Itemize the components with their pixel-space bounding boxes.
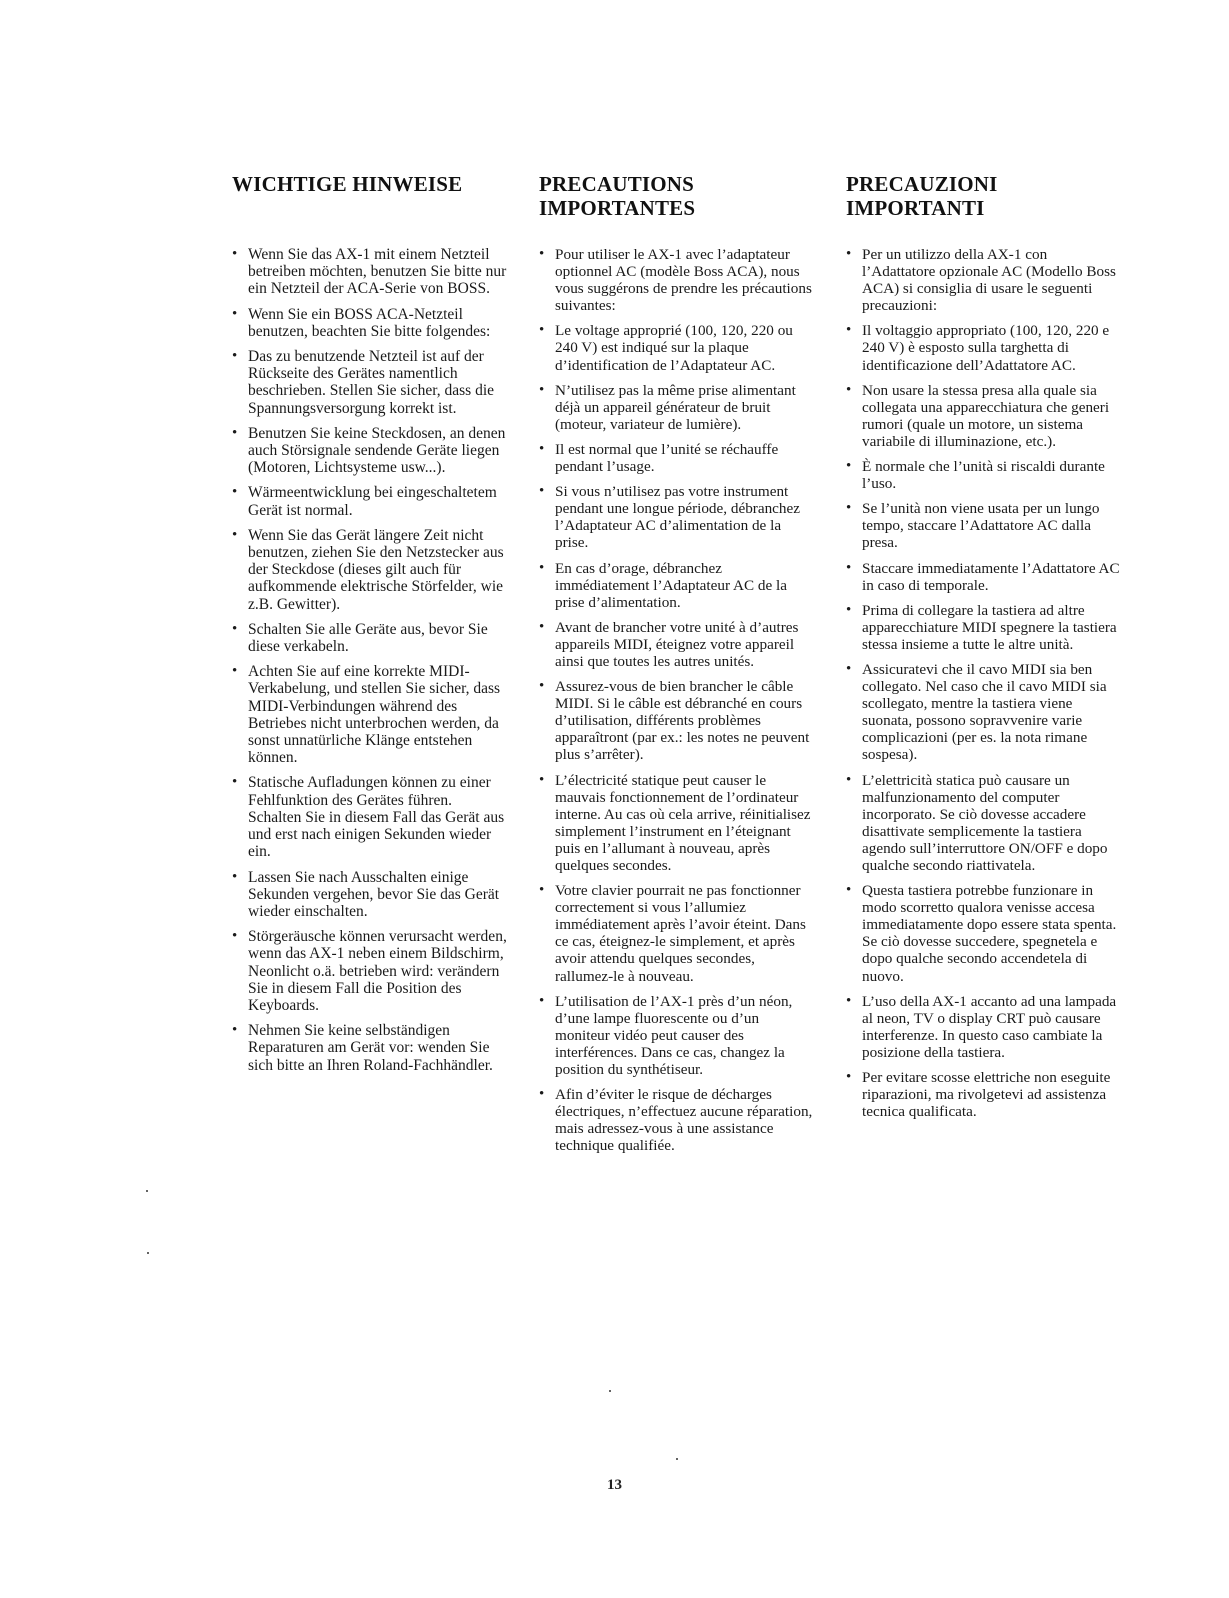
list-item: • Il est normal que l’unité se réchauffe pendant l’usage. (539, 441, 815, 475)
list-item: • Afin d’éviter le risque de décharges électriques, n’effectuez aucune réparation, mais adressez-vous à une assistance technique qualifiée. (539, 1086, 815, 1154)
list-item: • È normale che l’unità si riscaldi durante l’uso. (846, 458, 1122, 492)
list-item: • Das zu benutzende Netzteil ist auf der Rückseite des Gerätes namentlich beschrieben. Stellen Sie sicher, dass die Spannungsversorgung korrekt ist. (232, 348, 508, 417)
list-item: • Lassen Sie nach Ausschalten einige Sekunden vergehen, bevor Sie das Gerät wieder einschalten. (232, 869, 508, 921)
list-item: • Non usare la stessa presa alla quale sia collegata una apparecchiatura che generi rumori (quale un motore, un sistema variabile di illuminazione, etc.). (846, 382, 1122, 450)
title-line: PRECAUTIONS (539, 172, 695, 196)
list-item: • Wenn Sie das Gerät längere Zeit nicht benutzen, ziehen Sie den Netzstecker aus der Steckdose (dieses gilt auch für aufkommende elektrische Störfelder, wie z.B. Gewitter). (232, 527, 508, 613)
list-item: • Wenn Sie ein BOSS ACA-Netzteil benutzen, beachten Sie bitte folgendes: (232, 306, 508, 340)
list-item: • Schalten Sie alle Geräte aus, bevor Sie diese verkabeln. (232, 621, 508, 655)
list-item: • Statische Aufladungen können zu einer Fehlfunktion des Gerätes führen. Schalten Sie in diesem Fall das Gerät aus und erst nach einigen Sekunden wieder ein. (232, 774, 508, 860)
list-item: • Störgeräusche können verursacht werden, wenn das AX-1 neben einem Bildschirm, Neonlicht o.ä. betrieben wird: verändern Sie in diesem Fall die Position des Keyboards. (232, 928, 508, 1014)
precautions-list-german (232, 246, 508, 1074)
column-title-german (232, 172, 508, 220)
title-line: PRECAUZIONI (846, 172, 998, 196)
scan-speck (146, 1190, 148, 1192)
scan-speck (609, 1390, 611, 1392)
scan-speck (676, 1458, 678, 1460)
list-item: • N’utilisez pas la même prise alimentant déjà un appareil générateur de bruit (moteur, variateur de lumière). (539, 382, 815, 433)
list-item: • Staccare immediatamente l’Adattatore AC in caso di temporale. (846, 560, 1122, 594)
column-title-french (539, 172, 815, 220)
list-item: • Se l’unità non viene usata per un lungo tempo, staccare l’Adattatore AC dalla presa. (846, 500, 1122, 551)
column-italian (846, 172, 1122, 1128)
list-item: • Questa tastiera potrebbe funzionare in modo scorretto qualora venisse accesa immediatamente dopo essere stata spenta. Se ciò dovesse succedere, spegnetela e dopo qualche secondo accendetela di nuovo. (846, 882, 1122, 985)
list-item: • Il voltaggio appropriato (100, 120, 220 e 240 V) è esposto sulla targhetta di identificazione dell’Adattatore AC. (846, 322, 1122, 373)
list-item: • Per un utilizzo della AX-1 con l’Adattatore opzionale AC (Modello Boss ACA) si consiglia di usare le seguenti precauzioni: (846, 246, 1122, 314)
column-title-italian (846, 172, 1122, 220)
list-item: • Assurez-vous de bien brancher le câble MIDI. Si le câble est débranché en cours d’utilisation, différents problèmes apparaîtront (par ex.: les notes ne peuvent plus s’arrêter). (539, 678, 815, 763)
scan-speck (147, 1252, 149, 1254)
list-item: • Prima di collegare la tastiera ad altre apparecchiature MIDI spegnere la tastiera stessa insieme a tutte le altre unità. (846, 602, 1122, 653)
list-item: • En cas d’orage, débranchez immédiatement l’Adaptateur AC de la prise d’alimentation. (539, 560, 815, 611)
list-item: • Votre clavier pourrait ne pas fonctionner correctement si vous l’allumiez immédiatement après l’avoir éteint. Dans ce cas, éteignez-le simplement, et après avoir attendu quelques secondes, rallumez-le à nouveau. (539, 882, 815, 985)
list-item: • Wärmeentwicklung bei eingeschaltetem Gerät ist normal. (232, 484, 508, 518)
list-item: • L’utilisation de l’AX-1 près d’un néon, d’une lampe fluorescente ou d’un moniteur vidéo peut causer des interférences. Dans ce cas, changez la position du synthétiseur. (539, 993, 815, 1078)
list-item: • Wenn Sie das AX-1 mit einem Netzteil betreiben möchten, benutzen Sie bitte nur ein Netzteil der ACA-Serie von BOSS. (232, 246, 508, 298)
list-item: • Le voltage approprié (100, 120, 220 ou 240 V) est indiqué sur la plaque d’identification de l’Adaptateur AC. (539, 322, 815, 373)
column-german (232, 172, 508, 1082)
list-item: • L’uso della AX-1 accanto ad una lampada al neon, TV o display CRT può causare interferenze. In questo caso cambiate la posizione della tastiera. (846, 993, 1122, 1061)
precautions-list-french (539, 246, 815, 1155)
list-item: • L’électricité statique peut causer le mauvais fonctionnement de l’ordinateur interne. Au cas où cela arrive, réinitialisez simplement l’instrument en l’éteignant puis en l’allumant à nouveau, après quelques secondes. (539, 772, 815, 875)
list-item: • Si vous n’utilisez pas votre instrument pendant une longue période, débranchez l’Adaptateur AC d’alimentation de la prise. (539, 483, 815, 551)
title-line: IMPORTANTES (539, 196, 696, 220)
title-line: WICHTIGE HINWEISE (232, 172, 463, 196)
page-number: 13 (607, 1477, 622, 1493)
list-item: • Benutzen Sie keine Steckdosen, an denen auch Störsignale sendende Geräte liegen (Motoren, Lichtsysteme usw...). (232, 425, 508, 477)
title-line: IMPORTANTI (846, 196, 985, 220)
list-item: • Achten Sie auf eine korrekte MIDI-Verkabelung, und stellen Sie sicher, dass MIDI-Verbindungen während des Betriebes nicht unterbrochen werden, da sonst unnatürliche Klänge entstehen können. (232, 663, 508, 766)
list-item: • Pour utiliser le AX-1 avec l’adaptateur optionnel AC (modèle Boss ACA), nous vous suggérons de prendre les précautions suivantes: (539, 246, 815, 314)
column-french (539, 172, 815, 1163)
list-item: • L’elettricità statica può causare un malfunzionamento del computer incorporato. Se ciò dovesse accadere disattivate semplicemente la tastiera agendo sull’interruttore ON/OFF e dopo qualche secondo riattivatela. (846, 772, 1122, 875)
list-item: • Assicuratevi che il cavo MIDI sia ben collegato. Nel caso che il cavo MIDI sia scollegato, mentre la tastiera viene suonata, possono sopravvenire varie complicazioni (per es. la nota rimane sospesa). (846, 661, 1122, 764)
list-item: • Avant de brancher votre unité à d’autres appareils MIDI, éteignez votre appareil ainsi que toutes les autres unités. (539, 619, 815, 670)
precautions-list-italian (846, 246, 1122, 1120)
list-item: • Per evitare scosse elettriche non eseguite riparazioni, ma rivolgetevi ad assistenza tecnica qualificata. (846, 1069, 1122, 1120)
list-item: • Nehmen Sie keine selbständigen Reparaturen am Gerät vor: wenden Sie sich bitte an Ihren Roland-Fachhändler. (232, 1022, 508, 1074)
